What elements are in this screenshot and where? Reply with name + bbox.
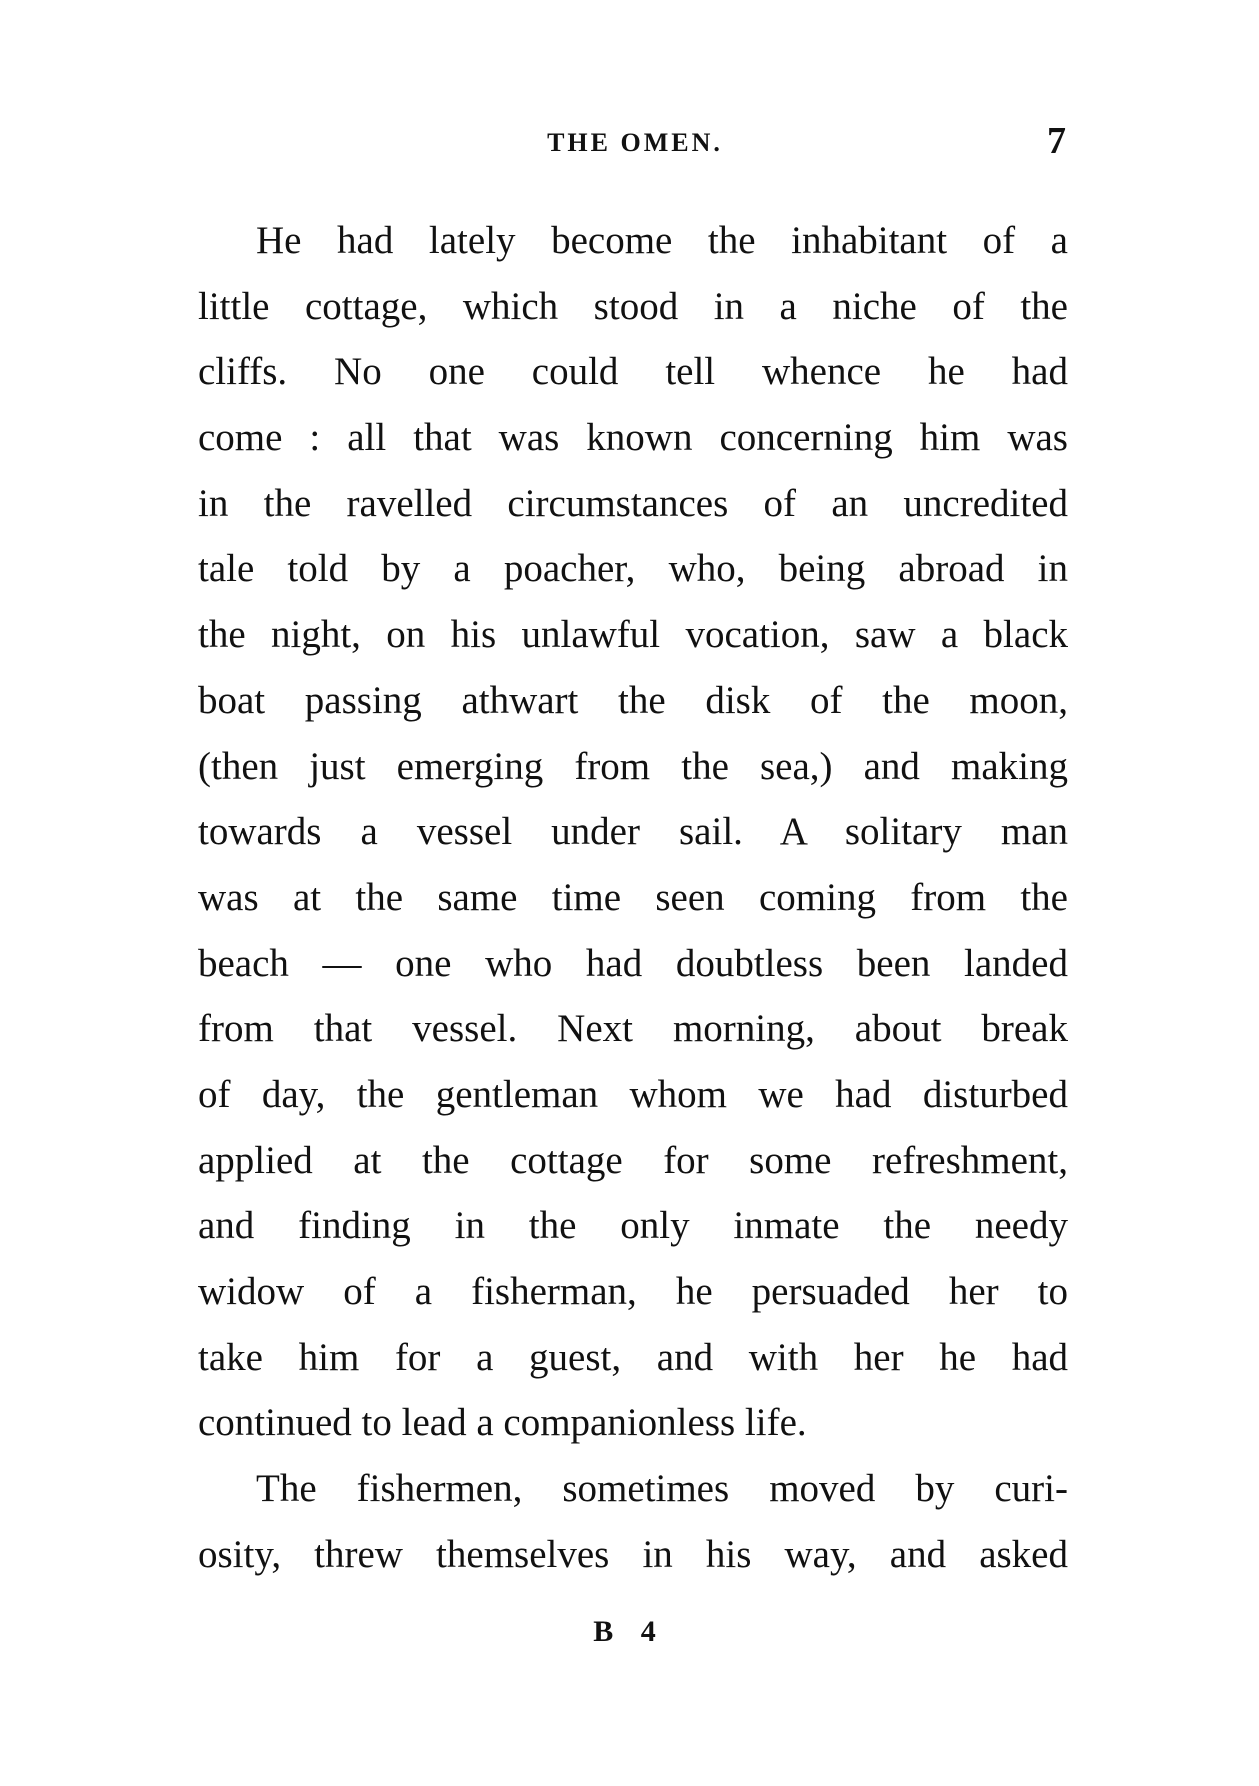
text-line: come : all that was known concerning him was	[198, 416, 1068, 460]
text-line: in the ravelled circumstances of an uncredited	[198, 481, 1068, 525]
text-line: He had lately become the inhabitant of a	[256, 219, 1068, 262]
text-line: applied at the cottage for some refreshment,	[198, 1138, 1068, 1182]
running-title: THE OMEN.	[547, 128, 723, 157]
text-line: osity, threw themselves in his way, and asked	[198, 1532, 1068, 1576]
text-line: was at the same time seen coming from the	[198, 875, 1068, 919]
running-head	[200, 118, 1070, 168]
text-line: from that vessel. Next morning, about break	[198, 1007, 1068, 1051]
text-line: widow of a fisherman, he persuaded her to	[198, 1270, 1068, 1313]
text-line: towards a vessel under sail. A solitary man	[198, 810, 1068, 854]
text-line: beach — one who had doubtless been landed	[198, 941, 1068, 985]
text-line: boat passing athwart the disk of the moon,	[198, 678, 1068, 722]
text-line: the night, on his unlawful vocation, saw a black	[198, 613, 1068, 657]
text-line: The fishermen, sometimes moved by curi-	[256, 1467, 1068, 1511]
text-line: (then just emerging from the sea,) and making	[198, 744, 1068, 788]
signature-mark: B 4	[593, 1615, 666, 1648]
text-line: tale told by a poacher, who, being abroad in	[198, 547, 1068, 591]
body-text	[198, 208, 1068, 1587]
page-number: 7	[1047, 120, 1066, 162]
paragraph-1	[198, 208, 1068, 1456]
text-line: little cottage, which stood in a niche of the	[198, 284, 1068, 328]
text-line: continued to lead a companionless life.	[198, 1401, 807, 1445]
text-line: and finding in the only inmate the needy	[198, 1204, 1068, 1248]
paragraph-2	[198, 1456, 1068, 1587]
text-line: of day, the gentleman whom we had disturbed	[198, 1072, 1068, 1116]
text-line: take him for a guest, and with her he had	[198, 1335, 1068, 1379]
text-line: cliffs. No one could tell whence he had	[198, 350, 1068, 394]
